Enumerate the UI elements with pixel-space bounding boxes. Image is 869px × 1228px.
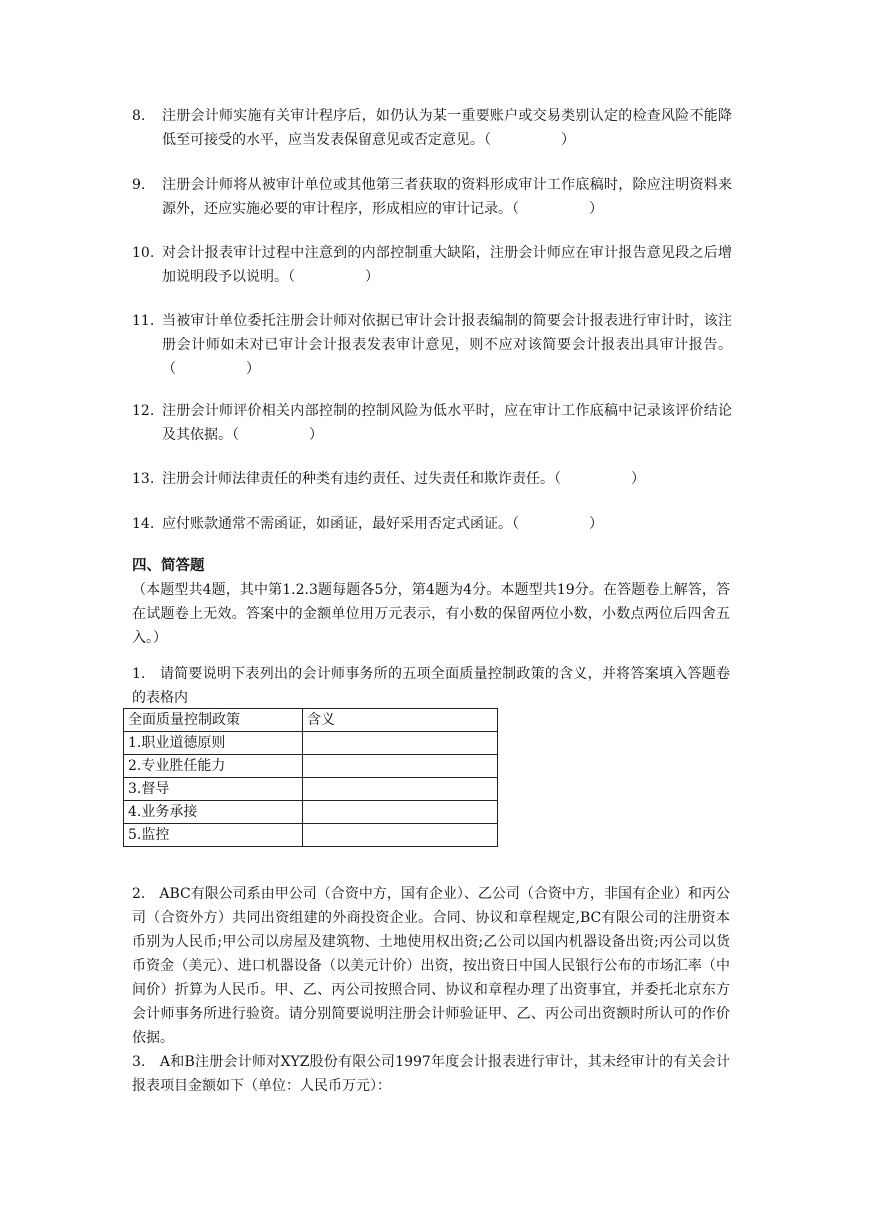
item-number: 14. bbox=[132, 516, 155, 532]
table-row bbox=[124, 824, 498, 847]
true-false-item-9 bbox=[132, 173, 732, 221]
table-row bbox=[124, 755, 498, 778]
true-false-item-11 bbox=[132, 309, 732, 381]
question-1: 1. 请简要说明下表列出的会计师事务所的五项全面质量控制政策的含义，并将答案填入答题卷的表格内 bbox=[132, 666, 730, 706]
item-text: 注册会计师将从被审计单位或其他第三者获取的资料形成审计工作底稿时，除应注明资料来源外，还应实施必要的审计程序，形成相应的审计记录。（ ） bbox=[162, 177, 732, 217]
item-number: 8. bbox=[132, 108, 146, 124]
item-text: 当被审计单位委托注册会计师对依据已审计会计报表编制的简要会计报表进行审计时，该注册会计师如未对已审计会计报表发表审计意见，则不应对该简要会计报表出具审计报告。（ ） bbox=[162, 313, 732, 377]
policy-cell: 5.监控 bbox=[124, 824, 303, 847]
table-row bbox=[124, 778, 498, 801]
item-number: 12. bbox=[132, 403, 155, 419]
question-3: 3. A和B注册会计师对XYZ股份有限公司1997年度会计报表进行审计，其未经审计的有关会计报表项目金额如下（单位：人民币万元）： bbox=[132, 1054, 730, 1094]
true-false-item-10 bbox=[132, 241, 732, 289]
item-text: 注册会计师实施有关审计程序后，如仍认为某一重要账户或交易类别认定的检查风险不能降低至可接受的水平，应当发表保留意见或否定意见。（ ） bbox=[162, 108, 732, 148]
meaning-cell bbox=[303, 755, 498, 778]
item-number: 9. bbox=[132, 177, 146, 193]
item-text: 应付账款通常不需函证，如函证，最好采用否定式函证。（ ） bbox=[162, 516, 603, 532]
table-row bbox=[124, 801, 498, 824]
item-number: 11. bbox=[132, 313, 155, 329]
table-header-row bbox=[124, 709, 498, 732]
true-false-item-14 bbox=[132, 512, 732, 536]
policy-cell: 2.专业胜任能力 bbox=[124, 755, 303, 778]
meaning-cell bbox=[303, 732, 498, 755]
item-text: 注册会计师评价相关内部控制的控制风险为低水平时，应在审计工作底稿中记录该评价结论及其依据。（ ） bbox=[162, 403, 732, 443]
true-false-item-13 bbox=[132, 467, 732, 491]
policy-cell: 1.职业道德原则 bbox=[124, 732, 303, 755]
item-text: 对会计报表审计过程中注意到的内部控制重大缺陷，注册会计师应在审计报告意见段之后增加说明段予以说明。（ ） bbox=[162, 245, 732, 285]
item-text: 注册会计师法律责任的种类有违约责任、过失责任和欺诈责任。（ ） bbox=[162, 471, 645, 487]
table-header-cell: 全面质量控制政策 bbox=[124, 709, 303, 732]
true-false-item-8 bbox=[132, 104, 732, 152]
policy-cell: 3.督导 bbox=[124, 778, 303, 801]
question-2: 2. ABC有限公司系由甲公司（合资中方，国有企业）、乙公司（合资中方，非国有企业）和丙公司（合资外方）共同出资组建的外商投资企业。合同、协议和章程规定,BC有限公司的注册资本币别为人民币;甲公司以房屋及建筑物、土地使用权出资;乙公司以国内机器设备出资;丙公司以货币资金（美元）、进口机器设备（以美元计价）出资，按出资日中国人民银行公布的市场汇率（中间价）折算为人民币。甲、乙、丙公司按照合同、协议和章程办理了出资事宜，并委托北京东方会计师事务所进行验资。请分别简要说明注册会计师验证甲、乙、丙公司出资额时所认可的作价依据。 bbox=[132, 886, 730, 1046]
policy-cell: 4.业务承接 bbox=[124, 801, 303, 824]
section-title: 四、简答题 bbox=[132, 557, 205, 574]
item-number: 13. bbox=[132, 471, 155, 487]
section-intro: （本题型共4题，其中第1.2.3题每题各5分，第4题为4分。本题型共19分。在答题卷上解答，答在试题卷上无效。答案中的金额单位用万元表示，有小数的保留两位小数，小数点两位后四舍五入。） bbox=[132, 582, 730, 646]
table-header-cell: 含义 bbox=[303, 709, 498, 732]
table-row bbox=[124, 732, 498, 755]
meaning-cell bbox=[303, 824, 498, 847]
item-number: 10. bbox=[132, 245, 155, 261]
quality-control-table bbox=[123, 708, 498, 847]
true-false-item-12 bbox=[132, 399, 732, 447]
meaning-cell bbox=[303, 801, 498, 824]
meaning-cell bbox=[303, 778, 498, 801]
